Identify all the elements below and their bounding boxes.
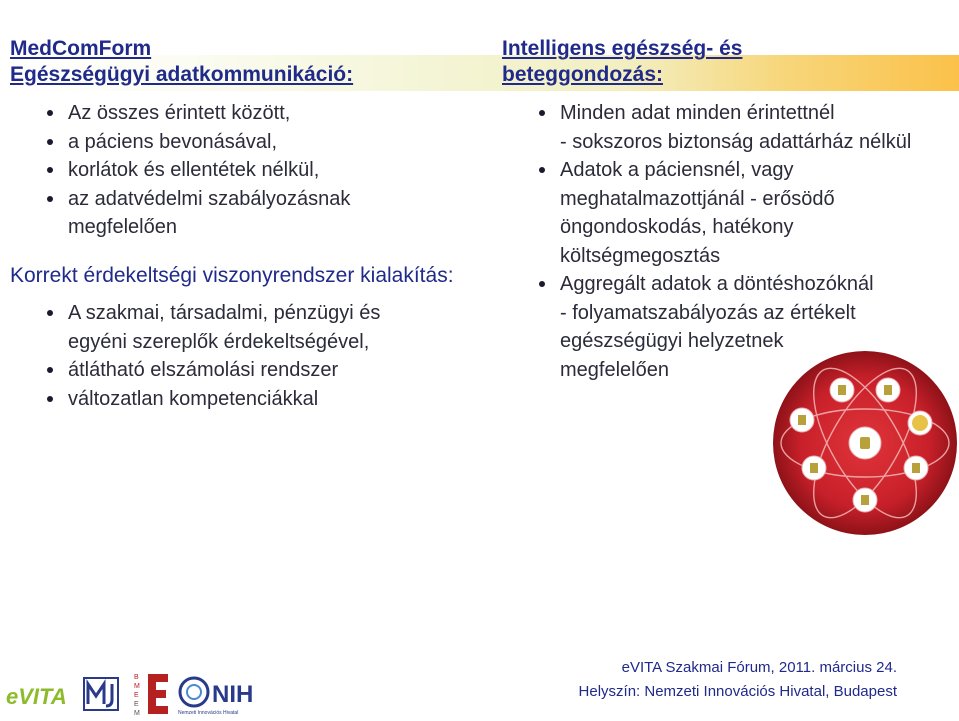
right-title-line-2: beteggondozás: (502, 63, 663, 86)
evita-logo (6, 678, 76, 712)
right-title-line-1: Intelligens egészség- és (502, 37, 743, 60)
svg-text:E: E (134, 692, 139, 699)
bullet-icon (47, 310, 53, 316)
svg-text:eVITA: eVITA (6, 684, 67, 709)
bullet-icon (47, 367, 53, 373)
list-item: megfelelően (560, 358, 669, 381)
list-item: egészségügyi helyzetnek (560, 330, 784, 352)
list-item: - sokszoros biztonság adattárház nélkül (560, 130, 912, 153)
footer-line-2: Helyszín: Nemzeti Innovációs Hivatal, Budapest (578, 683, 897, 700)
list-item: Adatok a páciensnél, vagy (534, 156, 954, 185)
right-list (534, 99, 954, 384)
mj-logo (82, 674, 122, 714)
footer-line-1: eVITA Szakmai Fórum, 2011. március 24. (621, 659, 897, 676)
list-item: öngondoskodás, hatékony (560, 216, 794, 238)
list-item: változatlan kompetenciákkal (42, 385, 380, 414)
bullet-icon (539, 167, 545, 173)
left-subheading: Korrekt érdekeltségi viszonyrendszer kialakítás: (10, 264, 454, 287)
left-list-2 (42, 299, 380, 413)
left-title-line-2: Egészségügyi adatkommunikáció: (10, 63, 354, 86)
bullet-icon (47, 139, 53, 145)
list-item: egyéni szereplők érdekeltségével, (68, 330, 370, 353)
list-item: meghatalmazottjánál - erősödő (560, 187, 835, 210)
health-network-circle-illustration (772, 350, 958, 536)
bullet-icon (539, 281, 545, 287)
list-item: - folyamatszabályozás az értékelt (560, 301, 856, 324)
left-title-line-1: MedComForm (10, 37, 152, 60)
list-item: korlátok és ellentétek nélkül, (42, 156, 350, 185)
list-item: költségmegosztás (560, 244, 721, 267)
list-item: megfelelően (68, 216, 177, 238)
list-item: átlátható elszámolási rendszer (42, 356, 380, 385)
bullet-icon (47, 110, 53, 116)
list-item: a páciens bevonásával, (42, 128, 350, 157)
svg-text:E: E (134, 701, 139, 708)
left-list-1 (42, 99, 350, 242)
list-item: az adatvédelmi szabályozásnak (42, 185, 350, 214)
list-item: Aggregált adatok a döntéshozóknál (534, 270, 954, 299)
bullet-icon (47, 167, 53, 173)
svg-text:M: M (134, 710, 140, 716)
svg-text:Nemzeti Innovációs Hivatal: Nemzeti Innovációs Hivatal (178, 710, 239, 716)
list-item: Az összes érintett között, (42, 99, 350, 128)
bullet-icon (47, 196, 53, 202)
footer-event-info (579, 656, 897, 704)
bullet-icon (539, 110, 545, 116)
bullet-icon (47, 396, 53, 402)
svg-text:NIH: NIH (212, 681, 254, 708)
svg-text:B: B (134, 674, 139, 681)
bme-emt-logo (134, 670, 174, 716)
nih-logo (178, 674, 262, 716)
svg-text:M: M (134, 683, 140, 690)
right-title (502, 36, 742, 88)
list-item: A szakmai, társadalmi, pénzügyi és (42, 299, 380, 328)
left-title (10, 36, 353, 88)
list-item: Minden adat minden érintettnél (534, 99, 954, 128)
